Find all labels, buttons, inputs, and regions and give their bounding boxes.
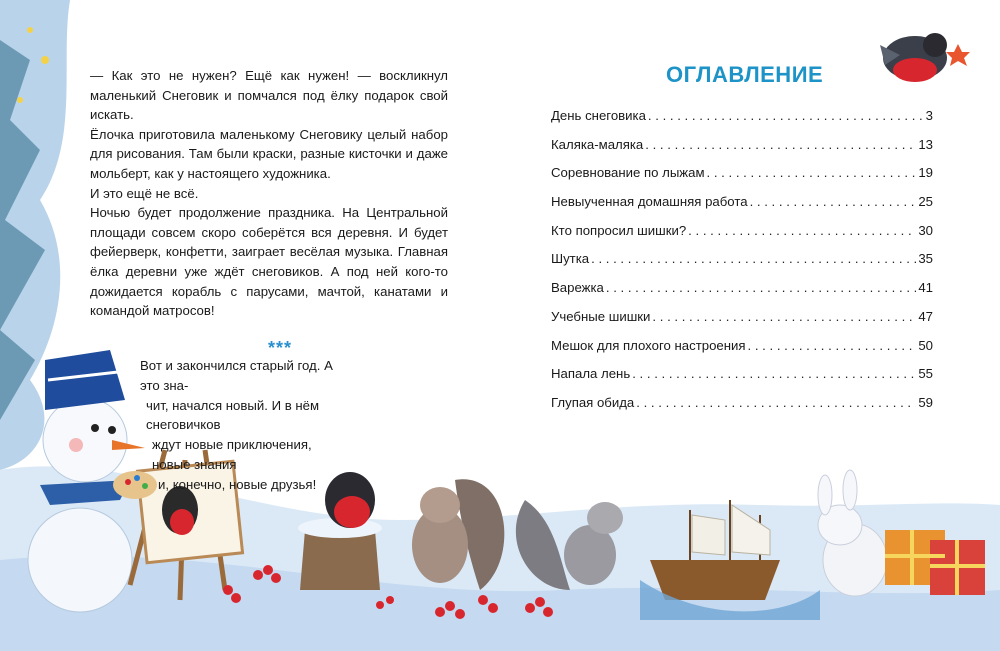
toc-entry-title: Соревнование по лыжам [551, 165, 705, 181]
toc-entry-title: День снеговика [551, 108, 646, 123]
toc-leader-dots [632, 366, 916, 381]
bunny [818, 470, 887, 596]
toc-entry-title: Кто попросил шишки? [551, 222, 687, 238]
story-paragraph: Ёлочка приготовила маленькому Снеговику целый набор для рисования. Там были краски, разные кисточки и даже мольберт, как у настоящего художника. [90, 126, 448, 181]
star-decoration [41, 56, 49, 64]
bullfinch-with-star [880, 33, 970, 82]
toc-entry[interactable] [551, 137, 933, 166]
toc-leader-dots [645, 137, 916, 152]
toc-entry-title: Напала лень [551, 366, 631, 382]
table-of-contents [551, 108, 933, 424]
section-separator: *** [268, 338, 293, 358]
toc-title: ОГЛАВЛЕНИЕ [666, 62, 824, 87]
toc-entry-page: 3 [925, 108, 933, 123]
story-paragraph: — Как это не нужен? Ещё как нужен! — воскликнул маленький Снеговик и помчался под ёлку подарок свой искать. [90, 68, 448, 123]
toc-entry-title: Каляка-маляка [551, 136, 644, 152]
toc-entry[interactable] [551, 395, 933, 424]
squirrel-left [412, 479, 504, 590]
toc-leader-dots [707, 165, 917, 180]
toc-entry-page: 59 [918, 394, 933, 410]
toc-entry-page: 35 [918, 251, 933, 267]
toc-leader-dots [748, 338, 917, 353]
toc-entry-page: 25 [918, 194, 933, 210]
toc-entry-page: 50 [918, 337, 933, 353]
toc-entry-title: Мешок для плохого настроения [551, 337, 746, 353]
toc-leader-dots [636, 395, 916, 410]
ending-line: Вот и закончился старый год. А это зна- [140, 358, 333, 393]
toc-entry-title: Шутка [551, 251, 590, 267]
toc-entry[interactable] [551, 366, 933, 395]
toc-entry-page: 55 [918, 366, 933, 382]
story-paragraph: И это ещё не всё. [90, 185, 199, 201]
toc-leader-dots [652, 309, 916, 324]
story-ending [140, 356, 352, 495]
toc-leader-dots [648, 108, 924, 123]
toc-entry-title: Учебные шишки [551, 308, 651, 324]
toc-entry-page: 19 [918, 165, 933, 181]
toc-entry-title: Глупая обида [551, 394, 635, 410]
toc-entry-page: 41 [918, 280, 933, 296]
toc-entry[interactable] [551, 338, 933, 367]
toc-entry[interactable] [551, 165, 933, 194]
toc-entry[interactable] [551, 108, 933, 137]
toc-entry[interactable] [551, 194, 933, 223]
story-paragraph: Ночью будет продолжение праздника. На Центральной площади совсем скоро соберётся вся деревня. И будет фейерверк, конфетти, заиграет весёлая музыка. Главная ёлка деревни уже ждёт снеговиков. А под ней кого-то дожидается корабль с парусами, мачтой, канатами и командой матросов! [90, 205, 448, 319]
toc-entry[interactable] [551, 309, 933, 338]
toc-entry-title: Невыученная домашняя работа [551, 194, 748, 210]
toc-leader-dots [750, 194, 917, 209]
toc-entry-page: 13 [918, 136, 933, 152]
toc-leader-dots [606, 280, 916, 295]
ending-line: чит, начался новый. И в нём снеговичков [146, 397, 320, 433]
toc-leader-dots [591, 251, 916, 266]
toc-entry[interactable] [551, 251, 933, 280]
toc-entry-page: 47 [918, 308, 933, 324]
toc-entry[interactable] [551, 280, 933, 309]
ending-line: ждут новые приключения, новые знания [152, 437, 312, 472]
toc-entry-title: Варежка [551, 280, 604, 296]
toc-entry[interactable] [551, 223, 933, 252]
ending-line: и, конечно, новые друзья! [158, 476, 317, 492]
toc-entry-page: 30 [918, 222, 933, 238]
story-text [90, 66, 448, 321]
toc-leader-dots [688, 223, 916, 238]
